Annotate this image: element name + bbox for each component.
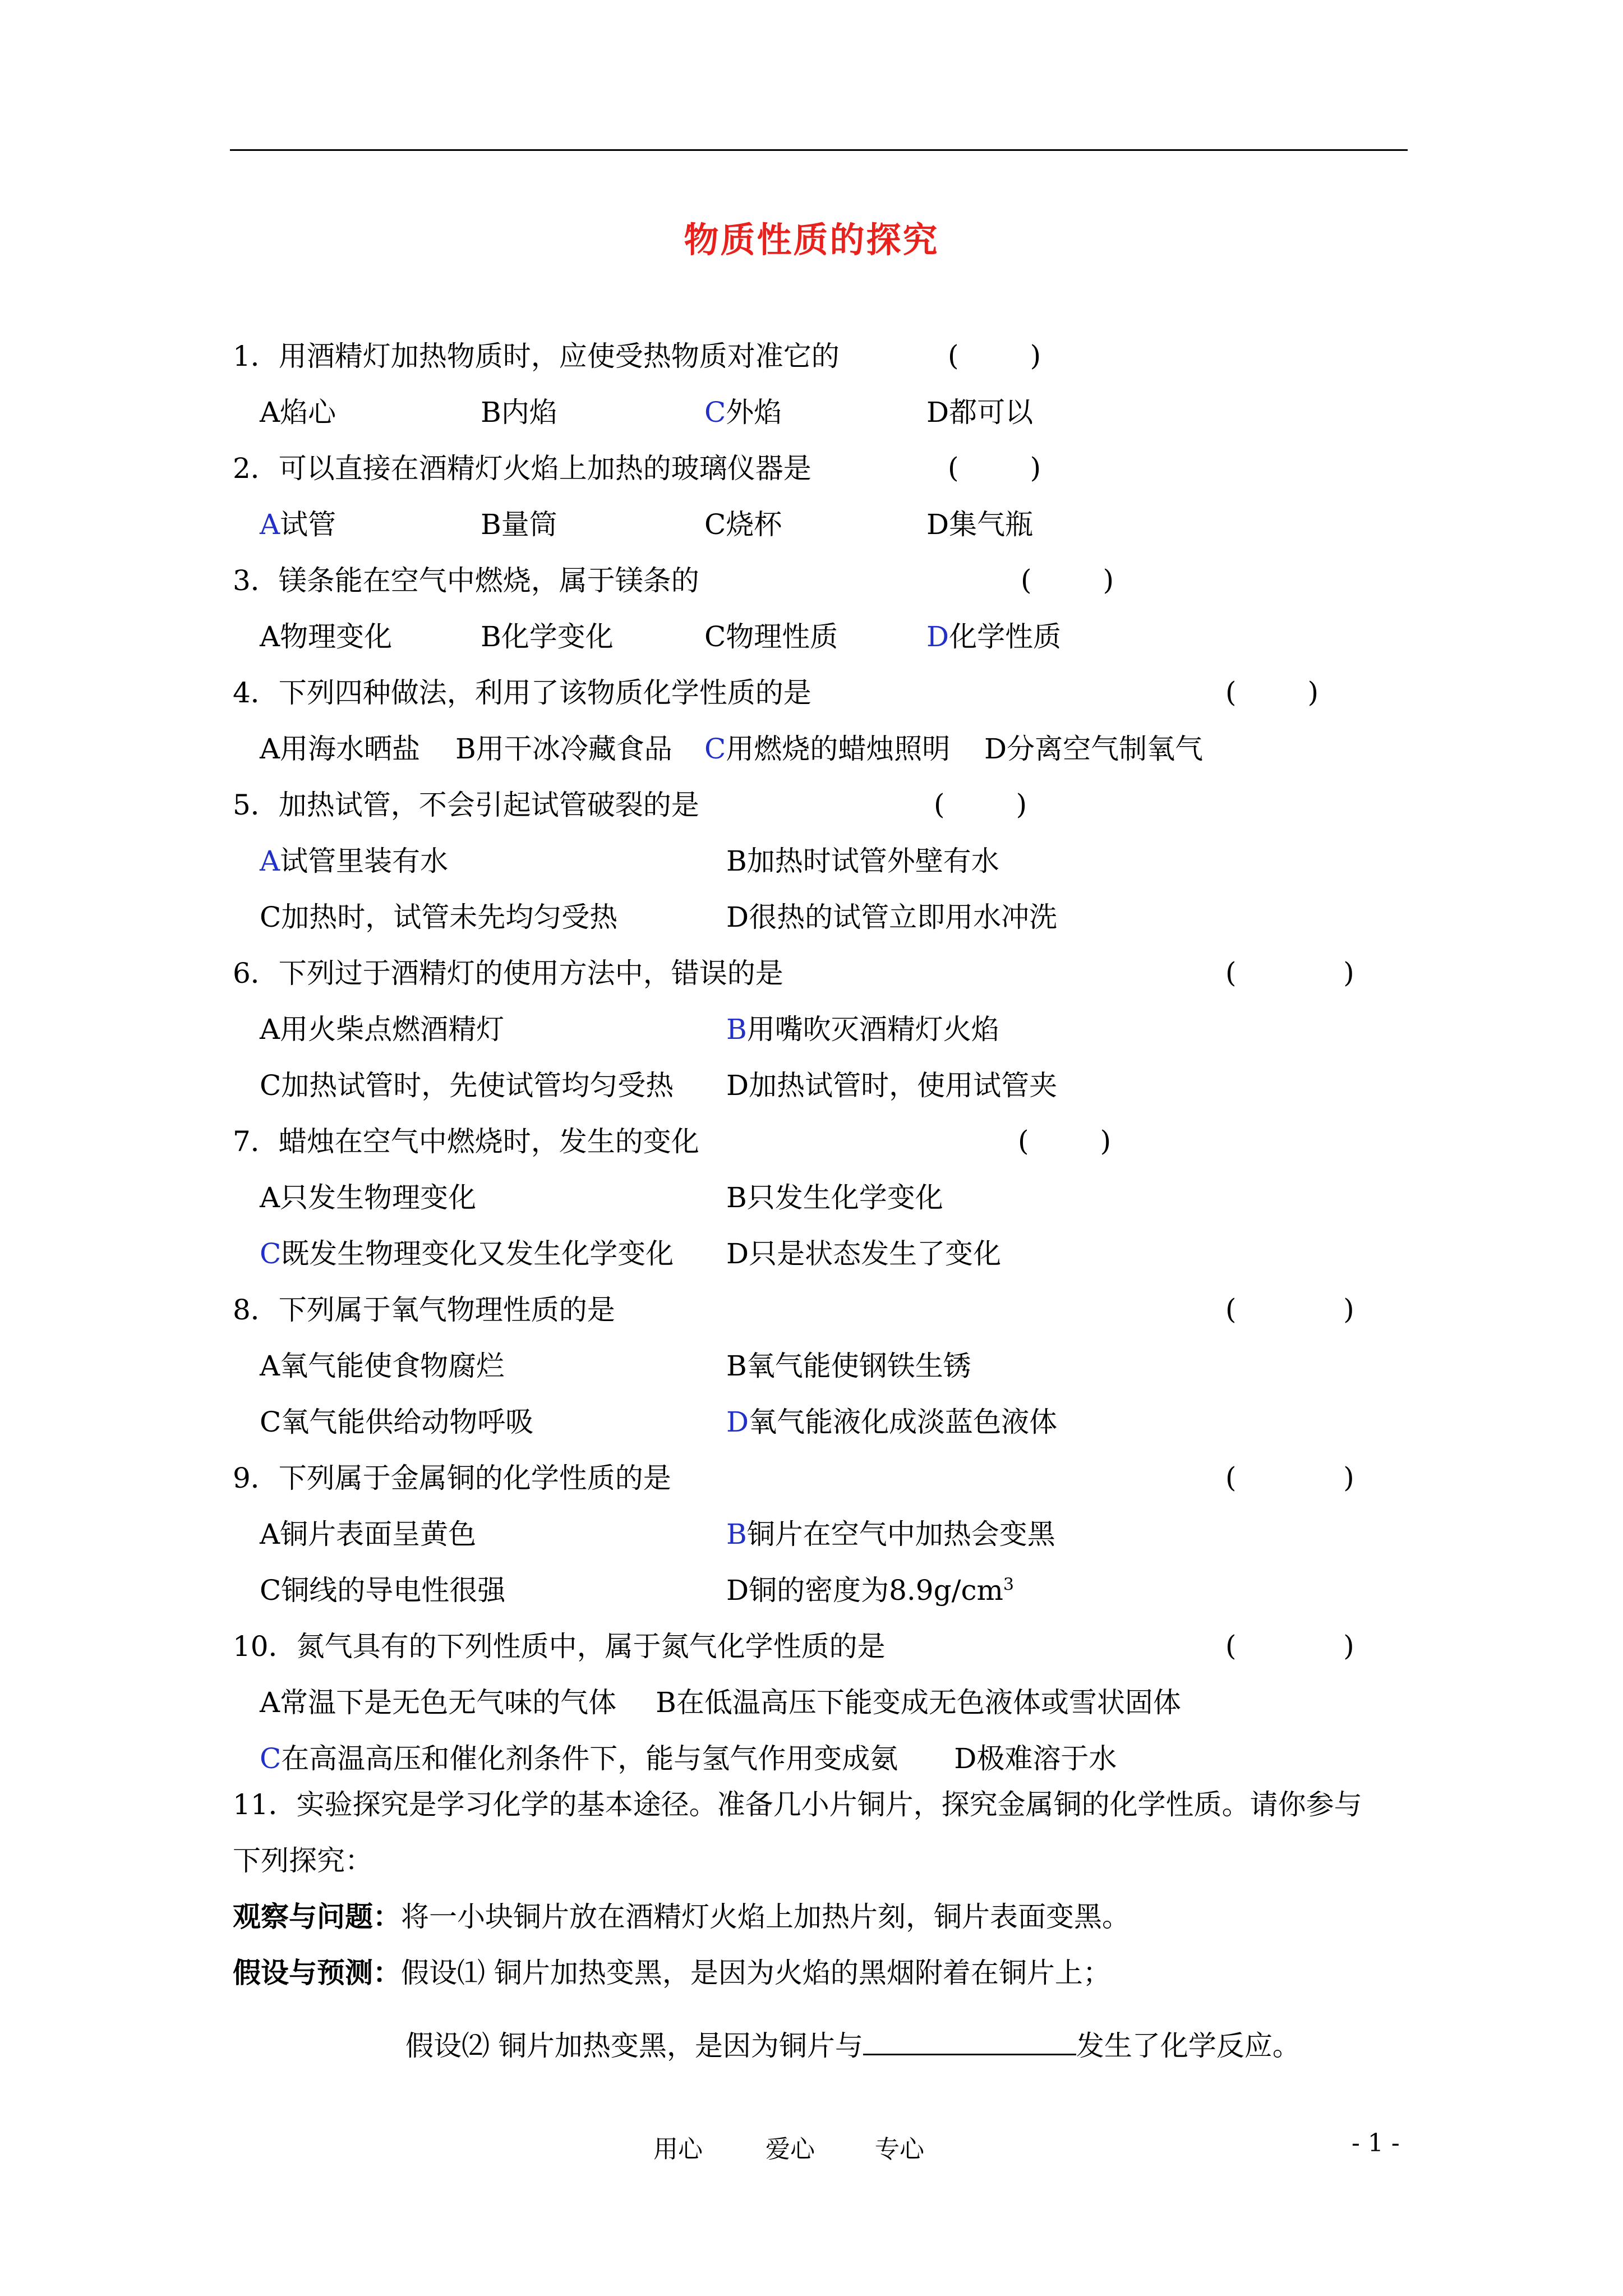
question-2-option-D[interactable] <box>926 508 1033 541</box>
option-letter: C <box>704 733 726 765</box>
option-letter: D <box>726 1237 749 1270</box>
option-letter: B <box>481 620 501 653</box>
option-text: 既发生物理变化又发生化学变化 <box>281 1237 674 1270</box>
question-3-option-D[interactable] <box>926 620 1061 654</box>
option-letter: D <box>954 1742 977 1775</box>
question-5-option-C[interactable] <box>260 900 617 934</box>
option-letter: A <box>260 620 280 653</box>
question-1-stem: 1．用酒精灯加热物质时，应使受热物质对准它的 <box>233 340 840 372</box>
question-8-stem: 8．下列属于氧气物理性质的是 <box>233 1294 615 1326</box>
option-letter: A <box>260 508 280 541</box>
question-10-answer-bracket[interactable]: ( ) <box>1225 1630 1354 1662</box>
option-letter: D <box>726 1069 749 1102</box>
question-1-option-B[interactable] <box>481 395 557 429</box>
question-7-stem: 7．蜡烛在空气中燃烧时，发生的变化 <box>233 1125 699 1158</box>
option-letter: A <box>260 1013 280 1046</box>
option-text: 量筒 <box>501 508 557 541</box>
question-6-stem: 6．下列过于酒精灯的使用方法中，错误的是 <box>233 957 783 990</box>
option-letter: D <box>926 508 949 541</box>
option-text: 在高温高压和催化剂条件下，能与氢气作用变成氨 <box>281 1742 898 1775</box>
option-letter: D <box>726 1574 749 1607</box>
option-text: 在低温高压下能变成无色液体或雪状固体 <box>676 1686 1181 1719</box>
option-letter: A <box>260 733 280 765</box>
hypothesis-2 <box>405 2029 1301 2063</box>
option-text: 只是状态发生了变化 <box>749 1237 1002 1270</box>
hypothesis-2-a: 假设⑵ 铜片加热变黑，是因为铜片与 <box>405 2030 863 2062</box>
hypothesis-2-b: 发生了化学反应。 <box>1076 2030 1301 2062</box>
option-letter: D <box>926 620 949 653</box>
option-letter: C <box>260 901 282 933</box>
question-5-option-B[interactable] <box>726 844 999 878</box>
header-rule <box>230 149 1408 151</box>
hypothesis-label: 假设与预测： <box>233 1957 401 1989</box>
question-6-option-D[interactable] <box>726 1069 1057 1102</box>
option-letter: A <box>260 1518 280 1550</box>
option-text: 只发生物理变化 <box>280 1181 477 1214</box>
option-text: 铜的密度为8.9g/cm <box>749 1574 1003 1607</box>
question-3-option-B[interactable] <box>481 620 614 654</box>
question-5-option-A[interactable] <box>260 844 448 878</box>
option-letter: B <box>726 1350 747 1382</box>
question-4-stem: 4．下列四种做法，利用了该物质化学性质的是 <box>233 677 811 709</box>
option-letter: C <box>704 396 726 429</box>
option-text: 加热试管时，使用试管夹 <box>749 1069 1058 1102</box>
option-text: 常温下是无色无气味的气体 <box>280 1686 617 1719</box>
option-text: 用燃烧的蜡烛照明 <box>726 733 951 765</box>
question-1-option-A[interactable] <box>260 395 336 429</box>
option-text: 化学变化 <box>501 620 614 653</box>
question-4-option-B[interactable] <box>455 732 672 766</box>
question-5-stem: 5．加热试管，不会引起试管破裂的是 <box>233 789 699 821</box>
option-letter: D <box>926 396 949 429</box>
question-10-option-C[interactable] <box>260 1742 898 1775</box>
question-2-stem: 2．可以直接在酒精灯火焰上加热的玻璃仪器是 <box>233 452 811 485</box>
question-2-option-B[interactable] <box>481 508 557 541</box>
question-10-options-row-1 <box>260 1686 1181 1719</box>
question-10-stem: 10．氮气具有的下列性质中，属于氮气化学性质的是 <box>233 1630 886 1663</box>
observation <box>233 1900 1130 1934</box>
option-text: 铜片在空气中加热会变黑 <box>746 1518 1055 1550</box>
question-8-option-D[interactable] <box>726 1405 1057 1439</box>
question-6-option-A[interactable] <box>260 1013 504 1046</box>
question-3-answer-bracket[interactable]: ( ) <box>1021 564 1114 596</box>
question-6-option-B[interactable] <box>726 1013 999 1046</box>
question-4-option-C[interactable] <box>704 732 950 766</box>
option-text: 铜线的导电性很强 <box>281 1574 506 1607</box>
option-letter: A <box>260 1350 280 1382</box>
option-letter: B <box>726 1518 747 1550</box>
question-10-options-row-2 <box>260 1742 1117 1775</box>
q11-line1: 11．实验探究是学习化学的基本途径。准备几小片铜片，探究金属铜的化学性质。请你参与 <box>233 1788 1362 1821</box>
question-7-answer-bracket[interactable]: ( ) <box>1018 1125 1112 1157</box>
option-text: 烧杯 <box>726 508 782 541</box>
option-text: 铜片表面呈黄色 <box>280 1518 477 1550</box>
option-text: 用海水晒盐 <box>280 733 421 765</box>
option-letter: A <box>260 1181 280 1214</box>
footer-text-3: 专心 <box>875 2135 924 2164</box>
answer-blank[interactable] <box>863 2029 1076 2055</box>
observation-text: 将一小块铜片放在酒精灯火焰上加热片刻，铜片表面变黑。 <box>401 1901 1130 1933</box>
option-letter: B <box>455 733 476 765</box>
option-text: 都可以 <box>949 396 1034 429</box>
hypothesis <box>233 1956 1111 1990</box>
question-8-answer-bracket[interactable]: ( ) <box>1225 1293 1354 1326</box>
option-text: 氧气能液化成淡蓝色液体 <box>749 1406 1058 1438</box>
q11-line2: 下列探究： <box>233 1844 373 1877</box>
question-9-stem: 9．下列属于金属铜的化学性质的是 <box>233 1462 671 1494</box>
question-7-option-A[interactable] <box>260 1181 476 1214</box>
option-letter: B <box>726 1013 747 1046</box>
option-letter: C <box>260 1237 282 1270</box>
option-text: 极难溶于水 <box>976 1742 1117 1775</box>
option-letter: D <box>984 733 1007 765</box>
option-text: 加热试管时，先使试管均匀受热 <box>281 1069 674 1102</box>
footer-text-2: 爱心 <box>766 2135 815 2164</box>
option-letter: A <box>260 845 280 877</box>
question-8-option-A[interactable] <box>260 1349 504 1383</box>
footer-text-1: 用心 <box>653 2135 703 2164</box>
question-10-option-D[interactable] <box>954 1742 1117 1775</box>
question-9-answer-bracket[interactable]: ( ) <box>1225 1461 1354 1494</box>
question-4-option-D[interactable] <box>984 732 1203 766</box>
option-text: 物理变化 <box>280 620 393 653</box>
option-text: 只发生化学变化 <box>746 1181 943 1214</box>
option-letter: A <box>260 396 280 429</box>
option-text: 集气瓶 <box>949 508 1034 541</box>
option-letter: D <box>726 901 749 933</box>
question-5-option-D[interactable] <box>726 900 1057 934</box>
page-number: - 1 - <box>1352 2129 1400 2157</box>
question-3-option-A[interactable] <box>260 620 392 654</box>
option-text: 试管 <box>280 508 336 541</box>
question-6-answer-bracket[interactable]: ( ) <box>1225 956 1354 989</box>
question-9-option-C[interactable] <box>260 1573 505 1607</box>
question-4-option-A[interactable] <box>260 732 420 766</box>
option-text: 焰心 <box>280 396 336 429</box>
option-letter: C <box>260 1742 282 1775</box>
question-7-option-D[interactable] <box>726 1237 1001 1271</box>
question-9-option-B[interactable] <box>726 1517 1055 1551</box>
option-text: 氧气能使食物腐烂 <box>280 1350 505 1382</box>
question-2-option-C[interactable] <box>704 508 782 541</box>
option-text: 分离空气制氧气 <box>1007 733 1204 765</box>
page-title: 物质性质的探究 <box>684 219 939 260</box>
option-letter: B <box>726 845 747 877</box>
question-7-option-B[interactable] <box>726 1181 943 1214</box>
question-9-option-D[interactable] <box>726 1573 1014 1607</box>
option-letter: B <box>726 1181 747 1214</box>
question-2-option-A[interactable] <box>260 508 336 541</box>
option-text: 加热时试管外壁有水 <box>746 845 999 877</box>
option-text: 很热的试管立即用水冲洗 <box>749 901 1058 933</box>
question-6-option-C[interactable] <box>260 1069 674 1102</box>
option-text: 用火柴点燃酒精灯 <box>280 1013 505 1046</box>
option-letter: C <box>704 508 726 541</box>
question-9-option-A[interactable] <box>260 1517 476 1551</box>
option-text: 氧气能供给动物呼吸 <box>281 1406 534 1438</box>
option-letter: C <box>704 620 726 653</box>
question-7-option-C[interactable] <box>260 1237 674 1271</box>
option-letter: B <box>481 396 501 429</box>
hypothesis-1: 假设⑴ 铜片加热变黑，是因为火焰的黑烟附着在铜片上； <box>401 1957 1111 1989</box>
option-text: 氧气能使钢铁生锈 <box>746 1350 971 1382</box>
option-text: 内焰 <box>501 396 557 429</box>
option-text: 用嘴吹灭酒精灯火焰 <box>746 1013 999 1046</box>
option-letter: A <box>260 1686 280 1719</box>
question-10-option-B[interactable] <box>656 1686 1181 1719</box>
option-letter: C <box>260 1069 282 1102</box>
question-3-option-C[interactable] <box>704 620 838 654</box>
question-5-answer-bracket[interactable]: ( ) <box>934 788 1027 821</box>
question-4-answer-bracket[interactable]: ( ) <box>1225 676 1319 708</box>
question-10-option-A[interactable] <box>260 1686 616 1719</box>
option-letter: B <box>481 508 501 541</box>
question-1-answer-bracket[interactable]: ( ) <box>948 339 1041 372</box>
option-text: 加热时，试管未先均匀受热 <box>281 901 618 933</box>
option-text: 用干冰冷藏食品 <box>476 733 672 765</box>
question-3-stem: 3．镁条能在空气中燃烧，属于镁条的 <box>233 564 699 597</box>
question-8-option-B[interactable] <box>726 1349 971 1383</box>
option-text: 化学性质 <box>949 620 1062 653</box>
option-text: 试管里装有水 <box>280 845 449 877</box>
observation-label: 观察与问题： <box>233 1901 401 1933</box>
question-1-option-C[interactable] <box>704 395 782 429</box>
question-1-option-D[interactable] <box>926 395 1033 429</box>
option-letter: D <box>726 1406 749 1438</box>
option-letter: B <box>656 1686 676 1719</box>
option-letter: C <box>260 1574 282 1607</box>
option-text: 物理性质 <box>726 620 838 653</box>
option-text: 外焰 <box>726 396 782 429</box>
question-8-option-C[interactable] <box>260 1405 533 1439</box>
question-2-answer-bracket[interactable]: ( ) <box>948 452 1041 484</box>
option-letter: C <box>260 1406 282 1438</box>
superscript: 3 <box>1003 1575 1014 1595</box>
